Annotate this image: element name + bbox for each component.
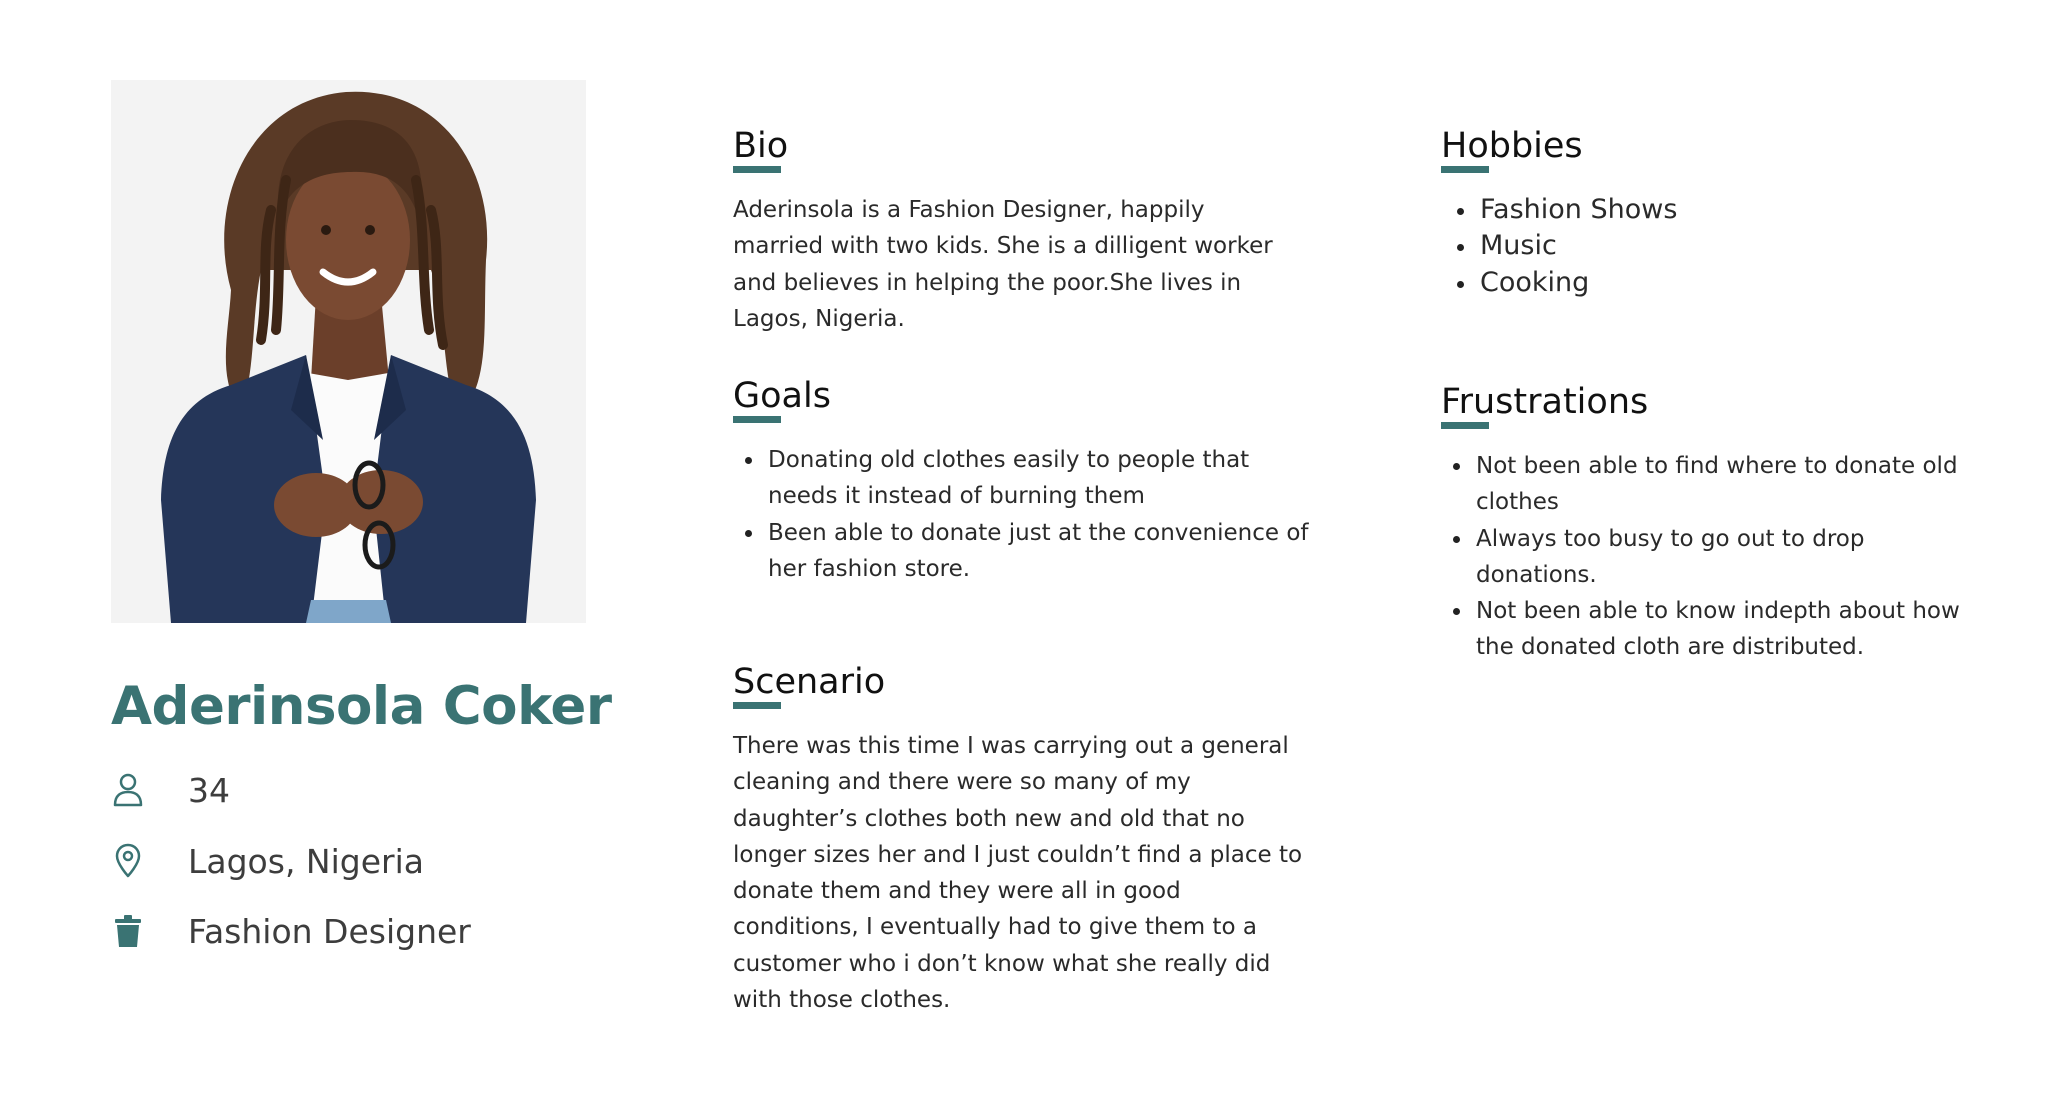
trash-icon <box>111 909 145 953</box>
occupation-row <box>111 909 471 953</box>
hobby-item: Cooking <box>1441 265 1841 301</box>
persona-location: Lagos, Nigeria <box>188 841 424 881</box>
goals-heading: Goals <box>733 376 831 416</box>
frustration-item: Always too busy to go out to drop donations. <box>1441 521 1991 594</box>
goal-item: Donating old clothes easily to people that needs it instead of burning them <box>733 442 1318 515</box>
hobby-item: Fashion Shows <box>1441 192 1841 228</box>
bio-text: Aderinsola is a Fashion Designer, happily married with two kids. She is a dilligent worker and believes in helping the poor.She lives in Lagos, Nigeria. <box>733 197 1273 332</box>
persona-occupation: Fashion Designer <box>188 911 471 951</box>
persona-name: Aderinsola Coker <box>111 676 612 737</box>
goals-list <box>733 442 1318 587</box>
persona-photo <box>111 80 586 623</box>
hobbies-list <box>1441 192 1841 301</box>
hobby-item: Music <box>1441 228 1841 264</box>
age-row <box>111 768 230 812</box>
scenario-underline <box>733 702 781 709</box>
frustrations-list <box>1441 448 1991 666</box>
goal-item: Been able to donate just at the convenience of her fashion store. <box>733 515 1318 588</box>
map-pin-icon <box>111 839 145 883</box>
bio-heading: Bio <box>733 126 789 166</box>
hobbies-heading: Hobbies <box>1441 126 1583 166</box>
person-icon <box>111 768 145 812</box>
bio-underline <box>733 166 781 173</box>
location-row <box>111 839 424 883</box>
scenario-heading: Scenario <box>733 662 886 702</box>
persona-age: 34 <box>188 770 230 810</box>
scenario-text: There was this time I was carrying out a general cleaning and there were so many of my daughter’s clothes both new and old that no longer sizes her and I just couldn’t find a place to donate them and they were all in good conditions, I eventually had to give them to a customer who i don’t know what she really did with those clothes. <box>733 733 1303 1014</box>
hobbies-underline <box>1441 166 1489 173</box>
frustrations-underline <box>1441 422 1489 429</box>
frustration-item: Not been able to know indepth about how the donated cloth are distributed. <box>1441 593 1991 666</box>
frustration-item: Not been able to find where to donate old clothes <box>1441 448 1991 521</box>
goals-underline <box>733 416 781 423</box>
frustrations-heading: Frustrations <box>1441 382 1649 422</box>
